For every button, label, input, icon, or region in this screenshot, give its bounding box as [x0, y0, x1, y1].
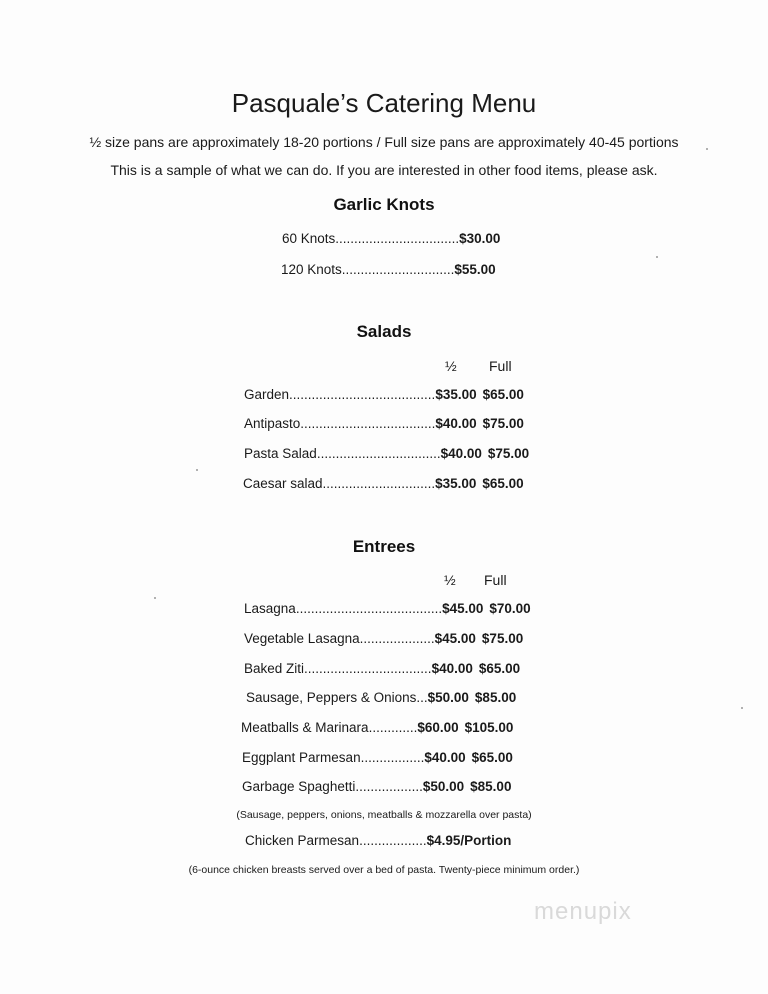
item-full-price: $65.00	[482, 387, 524, 402]
menu-item	[242, 750, 513, 765]
leader-dots: .................................	[335, 231, 460, 246]
item-full-price: $65.00	[478, 661, 521, 676]
scan-speck	[706, 148, 708, 150]
item-half-price: $40.00	[424, 750, 466, 765]
menu-item	[244, 416, 524, 431]
leader-dots: ..................	[359, 833, 427, 848]
item-name: Sausage, Peppers & Onions	[246, 690, 417, 705]
full-column-header: Full	[484, 572, 507, 588]
item-name: Chicken Parmesan	[245, 833, 360, 848]
garlic-knots-heading: Garlic Knots	[333, 195, 435, 214]
leader-dots: .......................................	[295, 601, 443, 616]
item-full-price: $65.00	[471, 750, 513, 765]
menu-item	[244, 601, 531, 616]
item-half-price: $45.00	[442, 601, 484, 616]
leader-dots: ...	[416, 690, 428, 705]
item-name: Garden	[244, 387, 290, 402]
menu-item	[244, 661, 520, 676]
menu-item	[244, 631, 523, 646]
item-half-price: $40.00	[440, 446, 482, 461]
entrees-heading: Entrees	[352, 537, 416, 556]
leader-dots: ..............................	[322, 476, 436, 491]
item-full-price: $75.00	[482, 416, 524, 431]
item-half-price: $35.00	[435, 387, 477, 402]
leader-dots: ..................	[355, 779, 423, 794]
menu-item	[241, 720, 513, 735]
item-name: Baked Ziti	[244, 661, 305, 676]
item-name: Vegetable Lasagna	[244, 631, 360, 646]
item-name: Antipasto	[244, 416, 301, 431]
scan-speck	[741, 707, 743, 709]
item-name: Lasagna	[244, 601, 296, 616]
garbage-spaghetti-note: (Sausage, peppers, onions, meatballs & mozzarella over pasta)	[236, 809, 532, 821]
chicken-parmesan-note: (6-ounce chicken breasts served over a bed of pasta. Twenty-piece minimum order.)	[188, 864, 580, 876]
item-price: $55.00	[454, 262, 496, 277]
item-price: $30.00	[459, 231, 501, 246]
scan-speck	[154, 597, 156, 599]
menu-item	[246, 690, 516, 705]
item-name: Caesar salad	[243, 476, 323, 491]
item-half-price: $35.00	[435, 476, 477, 491]
item-name: 120 Knots	[281, 262, 342, 277]
scan-speck	[196, 469, 198, 471]
item-name: Pasta Salad	[244, 446, 317, 461]
leader-dots: ....................	[359, 631, 435, 646]
menu-item	[242, 779, 511, 794]
item-full-price: $70.00	[489, 601, 531, 616]
item-name: Eggplant Parmesan	[242, 750, 361, 765]
item-half-price: $40.00	[435, 416, 477, 431]
scan-speck	[656, 256, 658, 258]
leader-dots: ..............................	[341, 262, 455, 277]
item-full-price: $85.00	[470, 779, 512, 794]
item-price: $4.95/Portion	[426, 833, 512, 848]
item-half-price: $50.00	[427, 690, 469, 705]
item-full-price: $105.00	[464, 720, 514, 735]
pans-note: ½ size pans are approximately 18-20 portions / Full size pans are approximately 40-45 portions	[89, 134, 679, 150]
item-half-price: $45.00	[434, 631, 476, 646]
leader-dots: .......................................	[289, 387, 436, 402]
menu-item	[244, 387, 524, 402]
leader-dots: ..................................	[304, 661, 432, 676]
half-column-header: ½	[444, 572, 456, 588]
item-half-price: $40.00	[431, 661, 473, 676]
item-full-price: $75.00	[481, 631, 524, 646]
item-name: Meatballs & Marinara	[241, 720, 369, 735]
leader-dots: ....................................	[300, 416, 436, 431]
leader-dots: .............	[368, 720, 418, 735]
menu-item	[281, 262, 496, 277]
page-title: Pasquale’s Catering Menu	[231, 88, 537, 118]
item-full-price: $65.00	[482, 476, 524, 491]
menu-item	[243, 476, 524, 491]
item-name: Garbage Spaghetti	[242, 779, 356, 794]
menu-item	[244, 446, 529, 461]
menu-item	[282, 231, 500, 246]
menu-item	[245, 833, 511, 848]
item-full-price: $85.00	[474, 690, 517, 705]
full-column-header: Full	[489, 358, 512, 374]
leader-dots: .................	[360, 750, 425, 765]
item-half-price: $50.00	[422, 779, 465, 794]
half-column-header: ½	[445, 358, 457, 374]
salads-heading: Salads	[356, 322, 412, 341]
item-full-price: $75.00	[487, 446, 530, 461]
item-half-price: $60.00	[417, 720, 459, 735]
watermark-logo: menupix	[534, 898, 632, 925]
leader-dots: .................................	[316, 446, 441, 461]
item-name: 60 Knots	[282, 231, 336, 246]
sample-note: This is a sample of what we can do. If you are interested in other food items, please ask.	[110, 162, 658, 178]
